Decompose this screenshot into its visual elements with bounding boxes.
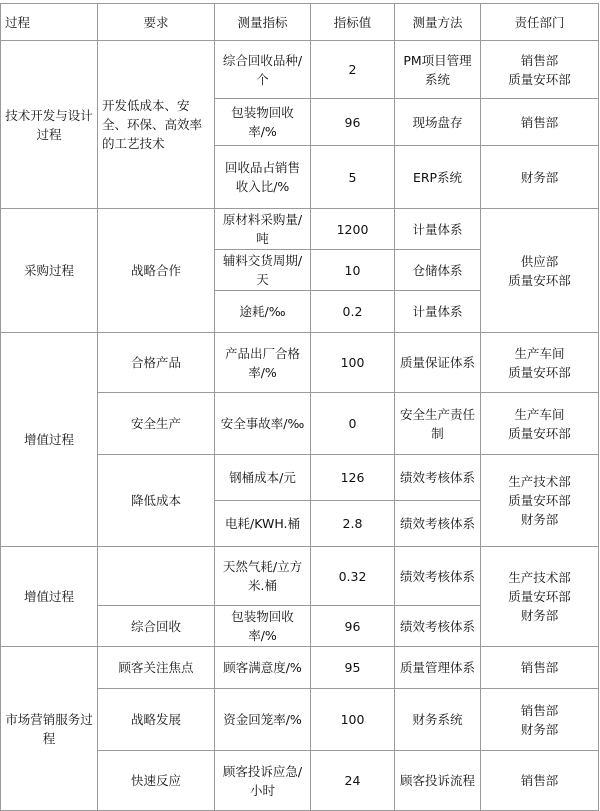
- process-cell: 市场营销服务过程: [1, 647, 98, 811]
- metric-cell: 安全事故率/‰: [215, 393, 311, 455]
- requirement-cell: 开发低成本、安全、环保、高效率的工艺技术: [98, 41, 215, 209]
- value-cell: 126: [311, 455, 395, 501]
- header-requirement: 要求: [98, 4, 215, 41]
- metric-cell: 包装物回收率/%: [215, 99, 311, 146]
- method-cell: ERP系统: [395, 146, 481, 209]
- table-row: [1, 41, 599, 99]
- table-row: [1, 333, 599, 393]
- kpi-table: [0, 3, 599, 811]
- dept-cell: 供应部 质量安环部: [481, 209, 599, 333]
- process-cell: 增值过程: [1, 333, 98, 547]
- process-cell: 采购过程: [1, 209, 98, 333]
- dept-cell: 生产车间 质量安环部: [481, 333, 599, 393]
- metric-cell: 资金回笼率/%: [215, 689, 311, 751]
- metric-cell: 辅料交货周期/天: [215, 250, 311, 291]
- value-cell: 95: [311, 647, 395, 689]
- metric-cell: 顾客投诉应急/小时: [215, 751, 311, 811]
- process-cell: 技术开发与设计过程: [1, 41, 98, 209]
- dept-cell: 财务部: [481, 146, 599, 209]
- value-cell: 100: [311, 689, 395, 751]
- value-cell: 2: [311, 41, 395, 99]
- method-cell: 绩效考核体系: [395, 547, 481, 606]
- method-cell: 绩效考核体系: [395, 455, 481, 501]
- header-process: 过程: [1, 4, 98, 41]
- method-cell: 顾客投诉流程: [395, 751, 481, 811]
- metric-cell: 综合回收品种/个: [215, 41, 311, 99]
- metric-cell: 途耗/‰: [215, 291, 311, 333]
- metric-cell: 产品出厂合格率/%: [215, 333, 311, 393]
- dept-cell: 销售部: [481, 99, 599, 146]
- requirement-cell: 综合回收: [98, 606, 215, 647]
- method-cell: 现场盘存: [395, 99, 481, 146]
- metric-cell: 钢桶成本/元: [215, 455, 311, 501]
- metric-cell: 顾客满意度/%: [215, 647, 311, 689]
- method-cell: 质量保证体系: [395, 333, 481, 393]
- dept-cell: 生产技术部 质量安环部 财务部: [481, 455, 599, 547]
- requirement-cell: 合格产品: [98, 333, 215, 393]
- requirement-cell: 战略发展: [98, 689, 215, 751]
- method-cell: 仓储体系: [395, 250, 481, 291]
- method-cell: 安全生产责任制: [395, 393, 481, 455]
- value-cell: 0.2: [311, 291, 395, 333]
- dept-cell: 销售部: [481, 751, 599, 811]
- metric-cell: 电耗/KWH.桶: [215, 501, 311, 547]
- value-cell: 5: [311, 146, 395, 209]
- metric-cell: 包装物回收率/%: [215, 606, 311, 647]
- method-cell: 质量管理体系: [395, 647, 481, 689]
- value-cell: 10: [311, 250, 395, 291]
- dept-cell: 销售部 质量安环部: [481, 41, 599, 99]
- header-value: 指标值: [311, 4, 395, 41]
- method-cell: PM项目管理系统: [395, 41, 481, 99]
- requirement-cell: 战略合作: [98, 209, 215, 333]
- value-cell: 24: [311, 751, 395, 811]
- method-cell: 计量体系: [395, 291, 481, 333]
- method-cell: 绩效考核体系: [395, 606, 481, 647]
- metric-cell: 天然气耗/立方米.桶: [215, 547, 311, 606]
- header-dept: 责任部门: [481, 4, 599, 41]
- dept-cell: 生产车间 质量安环部: [481, 393, 599, 455]
- metric-cell: 原材料采购量/吨: [215, 209, 311, 250]
- header-row: [1, 4, 599, 41]
- metric-cell: 回收品占销售收入比/%: [215, 146, 311, 209]
- dept-cell: 销售部 财务部: [481, 689, 599, 751]
- requirement-cell: 快速反应: [98, 751, 215, 811]
- header-method: 测量方法: [395, 4, 481, 41]
- requirement-cell: 顾客关注焦点: [98, 647, 215, 689]
- table-row: [1, 209, 599, 250]
- value-cell: 0.32: [311, 547, 395, 606]
- dept-cell: 销售部: [481, 647, 599, 689]
- value-cell: 96: [311, 99, 395, 146]
- method-cell: 财务系统: [395, 689, 481, 751]
- dept-cell: 生产技术部 质量安环部 财务部: [481, 547, 599, 647]
- method-cell: 绩效考核体系: [395, 501, 481, 547]
- value-cell: 0: [311, 393, 395, 455]
- table-row: [1, 647, 599, 689]
- table-row: [1, 547, 599, 606]
- requirement-cell: 安全生产: [98, 393, 215, 455]
- requirement-cell: 降低成本: [98, 455, 215, 547]
- header-metric: 测量指标: [215, 4, 311, 41]
- requirement-cell: [98, 547, 215, 606]
- method-cell: 计量体系: [395, 209, 481, 250]
- value-cell: 1200: [311, 209, 395, 250]
- value-cell: 2.8: [311, 501, 395, 547]
- value-cell: 100: [311, 333, 395, 393]
- value-cell: 96: [311, 606, 395, 647]
- process-cell: 增值过程: [1, 547, 98, 647]
